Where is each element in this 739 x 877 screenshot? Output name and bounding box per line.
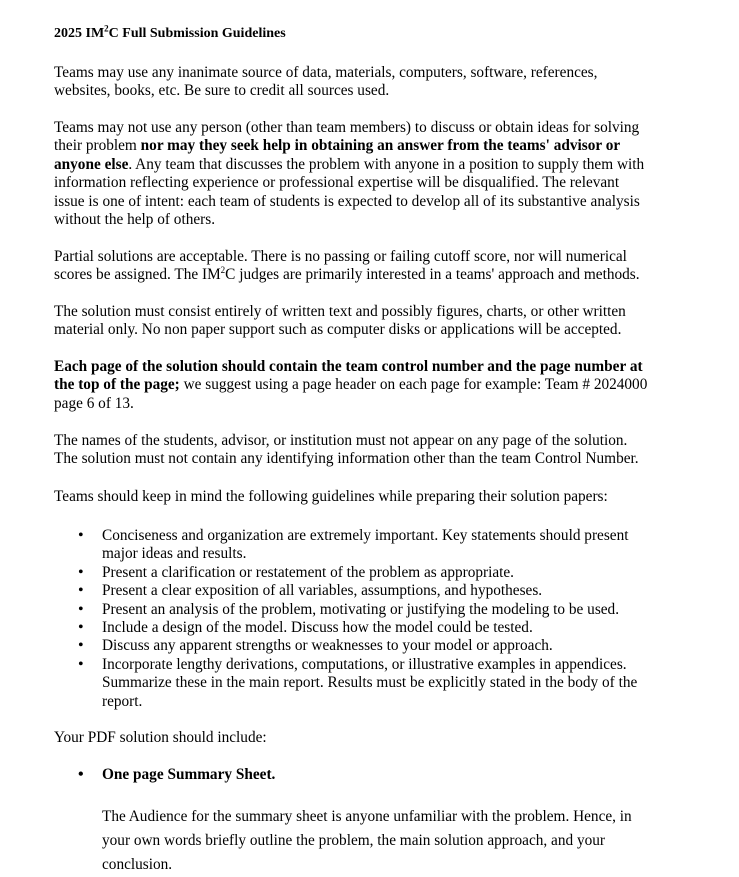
list-item xyxy=(0,564,739,582)
paragraph-line: material only. No non paper support such as computer disks or applications will be accepted. xyxy=(54,321,622,339)
list-item-line: Incorporate lengthy derivations, computations, or illustrative examples in appendices. xyxy=(102,655,627,673)
text-normal: . Any team that discusses the problem with anyone in a position to supply them with xyxy=(128,155,645,173)
list-item-line: major ideas and results. xyxy=(102,545,247,563)
paragraph-line: information reflecting experience or professional expertise will be disqualified. The relevant xyxy=(54,174,620,192)
paragraph-line xyxy=(54,266,694,284)
paragraph-line: The names of the students, advisor, or institution must not appear on any page of the solution. xyxy=(54,432,628,449)
bullet-icon: • xyxy=(78,563,84,581)
paragraph-page-header xyxy=(54,358,694,413)
list-item xyxy=(0,656,739,711)
text-normal: their problem xyxy=(54,137,141,155)
title-text: 2025 IM xyxy=(54,26,105,41)
paragraph-written-text xyxy=(54,303,694,340)
paragraph-line: issue is one of intent: each team of students is expected to develop all of its substantive analysis xyxy=(54,192,640,210)
paragraph-line: Teams may use any inanimate source of data, materials, computers, software, references, xyxy=(54,64,598,81)
bullet-icon: • xyxy=(78,655,84,673)
text-normal: we suggest using a page header on each page for example: Team # 2024000 xyxy=(179,376,648,394)
list-item-line: report. xyxy=(102,692,143,710)
guidelines-list xyxy=(0,527,739,711)
paragraph-line: Your PDF solution should include: xyxy=(54,729,267,746)
text-bold: the top of the page; xyxy=(54,376,180,394)
list-item-line: Present a clear exposition of all variables, assumptions, and hypotheses. xyxy=(102,582,543,600)
bullet-icon: • xyxy=(78,527,84,544)
paragraph-line: Partial solutions are acceptable. There is no passing or failing cutoff score, nor will numerical xyxy=(54,248,627,265)
list-item-line: Summarize these in the main report. Results must be explicitly stated in the body of the xyxy=(102,674,638,692)
paragraph-line xyxy=(54,137,694,155)
text-bold: nor may they seek help in obtaining an answer from the teams' advisor or xyxy=(140,137,621,155)
paragraph-sources xyxy=(54,64,694,101)
paragraph-pdf-include xyxy=(54,729,694,747)
bullet-icon: • xyxy=(78,619,84,637)
title-text-rest: C Full Submission Guidelines xyxy=(108,26,286,41)
paragraph-line: page 6 of 13. xyxy=(54,394,134,412)
list-item xyxy=(0,619,739,637)
bullet-icon: • xyxy=(78,766,84,783)
paragraph-line: Teams may not use any person (other than team members) to discuss or obtain ideas for solving xyxy=(54,119,640,136)
paragraph-line: The solution must consist entirely of written text and possibly figures, charts, or other written xyxy=(54,303,626,320)
paragraph-line: your own words briefly outline the problem, the main solution approach, and your xyxy=(102,832,605,849)
list-item xyxy=(0,527,739,564)
paragraph-line xyxy=(54,156,694,174)
paragraph-line: The solution must not contain any identifying information other than the team Control Number. xyxy=(54,450,639,468)
paragraph-partial-solutions xyxy=(54,248,694,285)
paragraph-line: without the help of others. xyxy=(54,211,216,229)
list-item-line: Include a design of the model. Discuss how the model could be tested. xyxy=(102,619,533,637)
paragraph-line: Teams should keep in mind the following guidelines while preparing their solution papers: xyxy=(54,488,608,505)
summary-sheet-description xyxy=(102,805,712,877)
superscript: 2 xyxy=(220,265,226,276)
paragraph-line: The Audience for the summary sheet is anyone unfamiliar with the problem. Hence, in xyxy=(102,808,632,825)
paragraph-line: Each page of the solution should contain the team control number and the page number at xyxy=(54,358,643,375)
bullet-icon: • xyxy=(78,637,84,655)
paragraph-identifying-info xyxy=(54,432,694,469)
text-normal: scores be assigned. The IM xyxy=(54,266,221,284)
paragraph-line: websites, books, etc. Be sure to credit all sources used. xyxy=(54,82,390,100)
bullet-icon: • xyxy=(78,582,84,600)
list-item-line: Present a clarification or restatement of the problem as appropriate. xyxy=(102,563,515,581)
title-superscript: 2 xyxy=(104,23,109,34)
paragraph-line xyxy=(54,376,694,394)
list-item xyxy=(0,601,739,619)
page-title xyxy=(54,25,286,43)
list-item xyxy=(0,582,739,600)
list-item-line: Conciseness and organization are extremely important. Key statements should present xyxy=(102,527,629,544)
text-normal: C judges are primarily interested in a teams' approach and methods. xyxy=(225,266,640,284)
list-item xyxy=(0,637,739,655)
paragraph-guidelines-intro xyxy=(54,488,694,506)
text-bold: anyone else xyxy=(54,155,129,173)
list-item-line: Discuss any apparent strengths or weaknesses to your model or approach. xyxy=(102,637,553,655)
paragraph-no-outside-help xyxy=(54,119,694,229)
bullet-icon: • xyxy=(78,600,84,618)
list-item-line: Present an analysis of the problem, motivating or justifying the modeling to be used. xyxy=(102,600,620,618)
paragraph-line: conclusion. xyxy=(102,856,173,873)
summary-sheet-heading: One page Summary Sheet. xyxy=(102,766,276,783)
